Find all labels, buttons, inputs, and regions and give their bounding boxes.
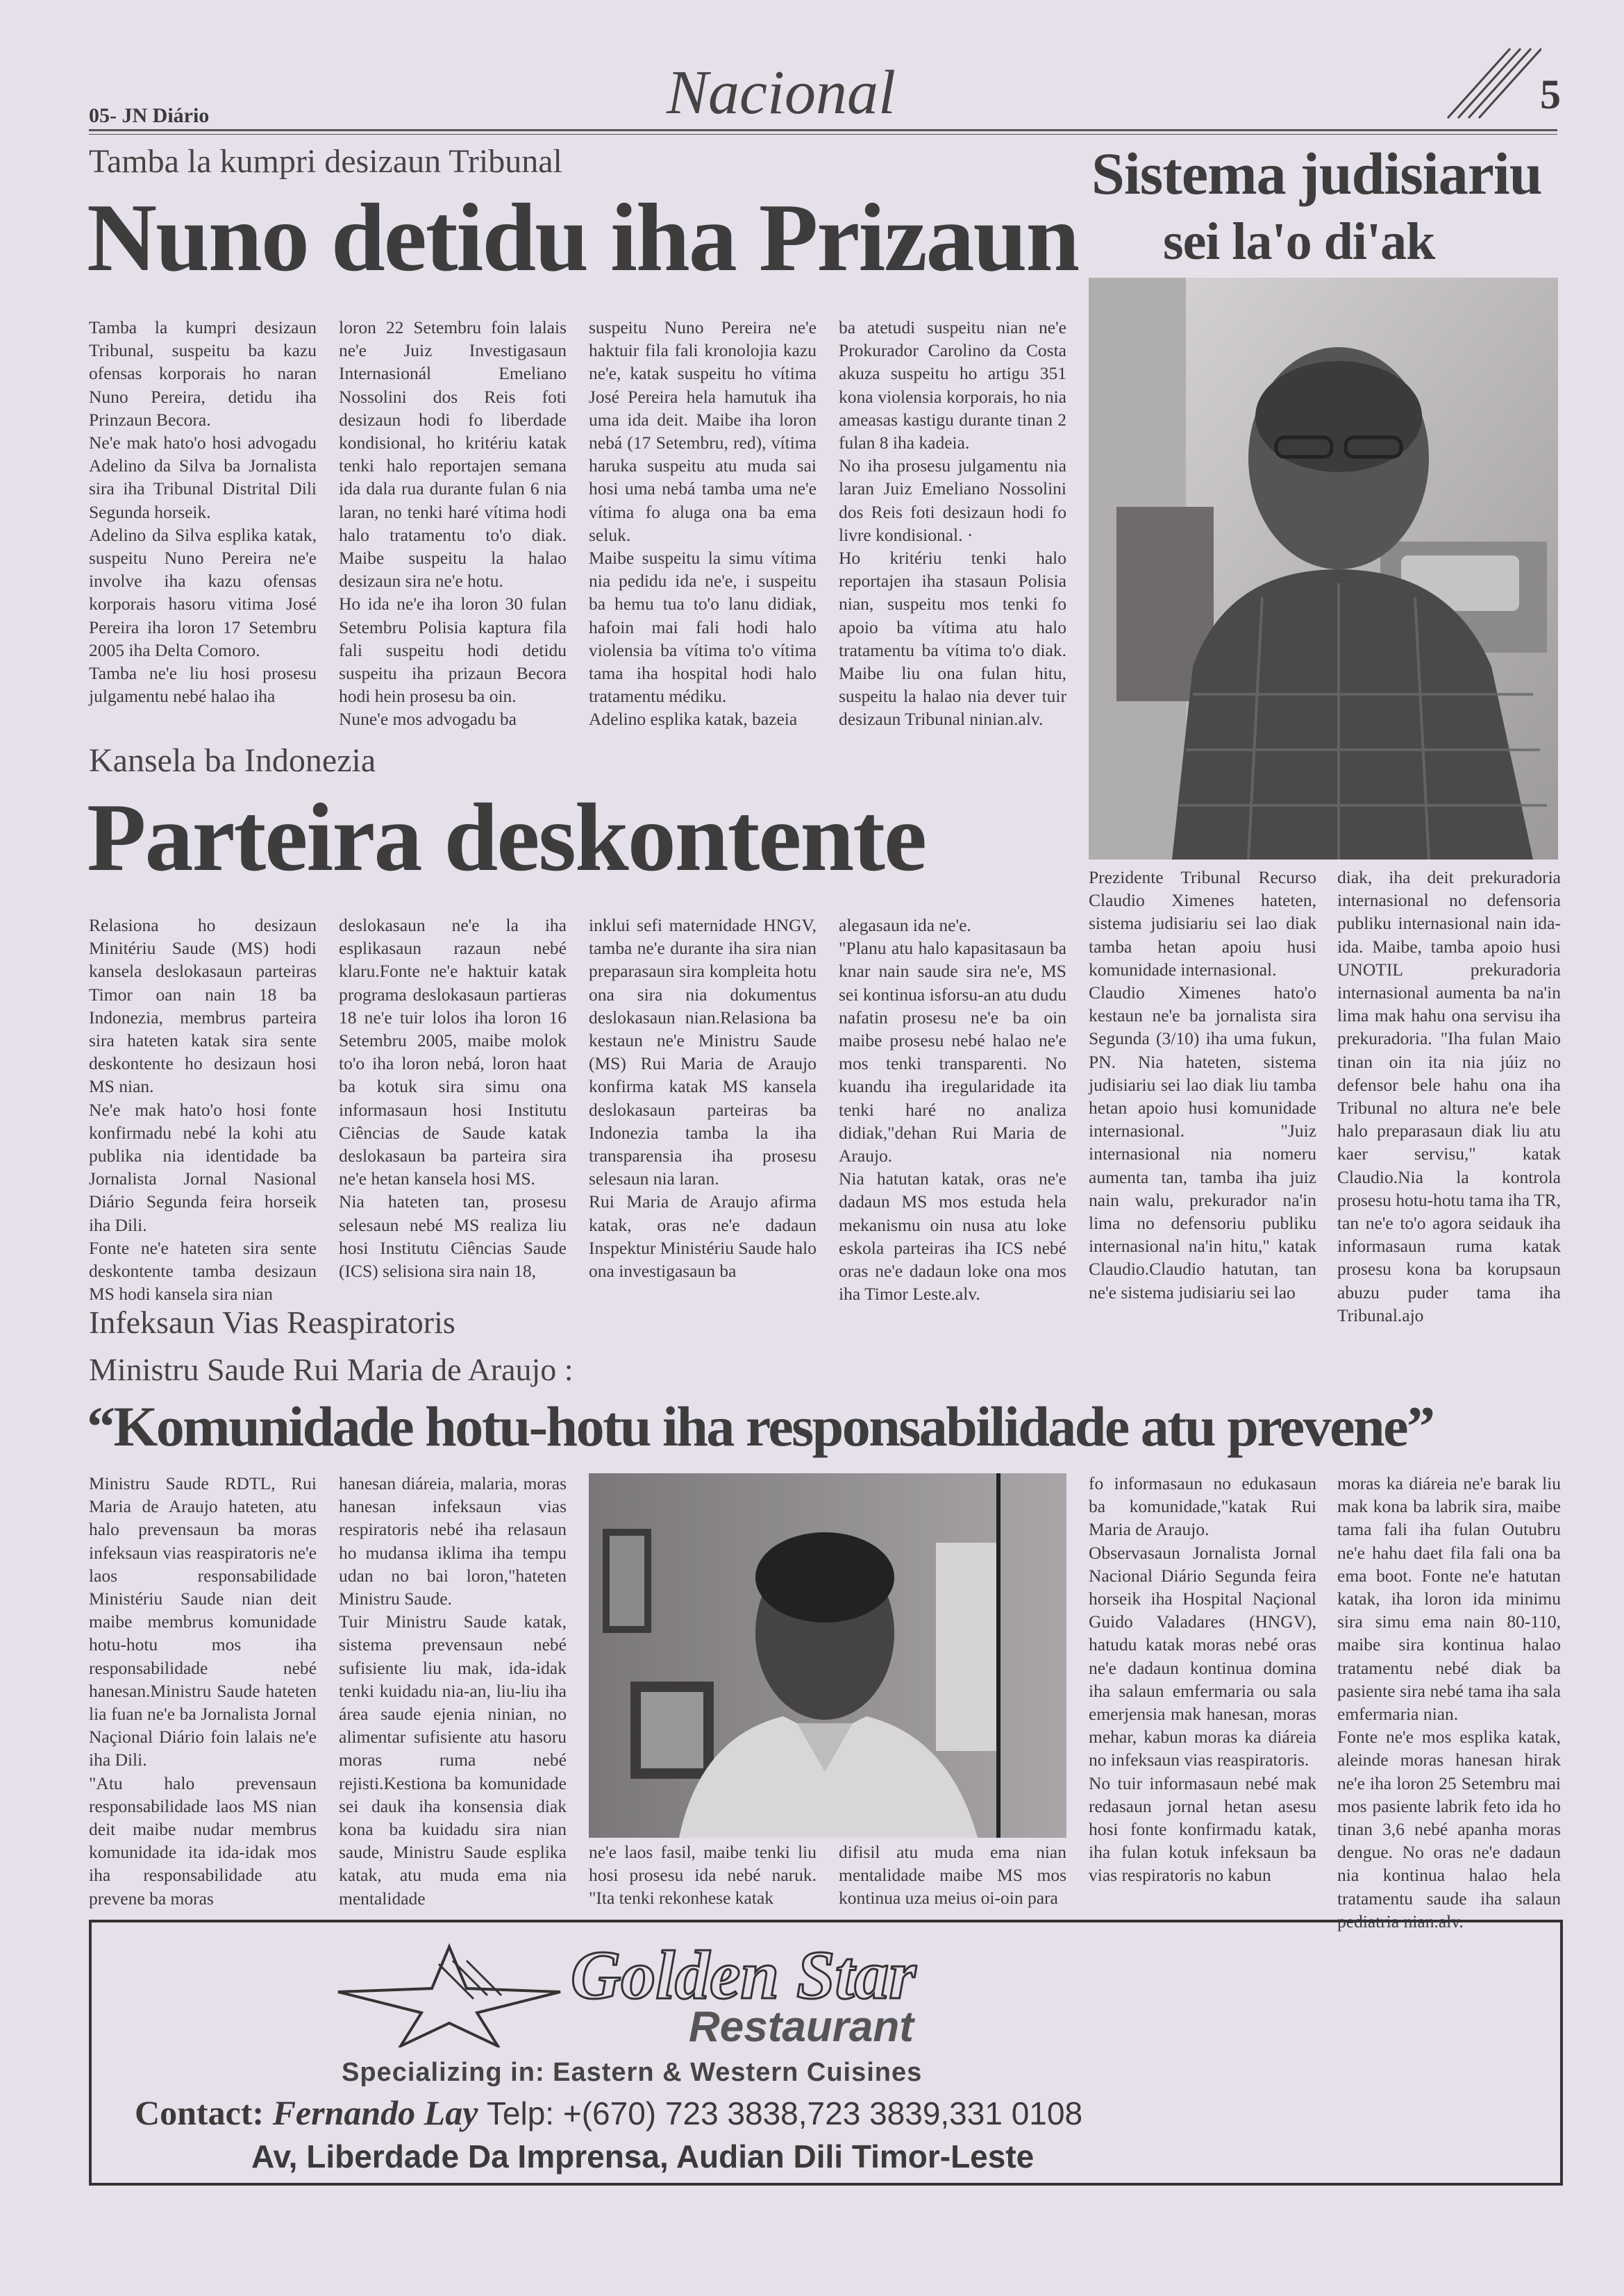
paragraph: inklui sefi maternidade HNGV, tamba ne'e durante iha sira nian preparasaun sira kompleita hotu ona sira nia dokumentus deslokasaun nian.Relasiona ba kestaun ne'e Ministru Saude (MS) Rui Maria de Araujo konfirma katak MS kansela deslokasaun parteiras ba Indonezia tamba la iha transparensia iha prosesu selesaun nia laran.: [589, 915, 817, 1189]
paragraph: Tamba ne'e liu hosi prosesu julgamentu nebé halao iha: [89, 663, 317, 707]
article4-column-3: [589, 1841, 817, 1910]
ad-contact-line: [135, 2093, 1082, 2133]
article1-column-4: [839, 316, 1066, 731]
advertisement-golden-star: [89, 1920, 1563, 2186]
paragraph: Tamba la kumpri desizaun Tribunal, suspeitu ba kazu ofensas korporais ho naran Nuno Pereira, detidu iha Prinzaun Becora.: [89, 317, 317, 430]
paragraph: suspeitu Nuno Pereira ne'e haktuir fila fali kronolojia kazu ne'e, katak suspeitu ho vítima José Pereira hela hamutuk iha uma ida deit. Maibe iha loron nebá (17 Setembru, red), vítima haruka suspeitu atu muda sai hosi uma nebá tamba uma ne'e vítima fo aluga ona ba ema seluk.: [589, 317, 817, 545]
ad-phone: Telp: +(670) 723 3838,723 3839,331 0108: [486, 2095, 1083, 2131]
article2-column-1: [1089, 866, 1316, 1304]
paragraph: Adelino esplika katak, bazeia: [589, 709, 798, 730]
paragraph: Nia hateten tan, prosesu selesaun nebé MS realiza liu hosi Institutu Ciências Saude (ICS) selisiona sira nain 18,: [339, 1191, 567, 1282]
ad-specialty: Specializing in: Eastern & Western Cuisines: [342, 2058, 923, 2087]
paragraph: difisil atu muda ema nian mentalidade maibe MS mos kontinua uza meius oi-oin para: [839, 1842, 1066, 1909]
header-rule: [89, 129, 1557, 131]
page-number: 5: [1540, 72, 1561, 117]
paragraph: Relasiona ho desizaun Minitériu Saude (MS) hodi kansela deslokasaun parteiras Timor oan nain 18 ba Indonezia, membrus parteira sira hateten katak sira sente deskontente ho desizaun hosi MS nian.: [89, 915, 317, 1097]
paragraph: "Planu atu halo kapasitasaun ba knar nain saude sira ne'e, MS sei kontinua isforsu-an atu dudu nafatin prosesu ne'e ba oin maibe prosesu nebé halao ne'e mos tenki transparenti. No kuandu iha iregularidade ita tenki haré no analiza didiak,"dehan Rui Maria de Araujo.: [839, 938, 1066, 1166]
article3-column-4: [839, 914, 1066, 1305]
article4-column-2: [339, 1472, 567, 1910]
paragraph: Claudio Ximenes hato'o kestaun ne'e ba jornalista sira Segunda (3/10) iha uma fukun, PN. Nia hateten, sistema judisiariu sei lao diak liu tamba hetan apoio husi komunidade internasional. "Juiz internasional nia nomeru aumenta tan, tamba iha juiz nain walu, prekurador na'in lima no defensoriu publiku internasional na'in hitu," katak Claudio.Claudio hatutan, tan ne'e sistema judisiariu sei lao: [1089, 982, 1316, 1302]
paragraph: Fonte ne'e hateten sira sente deskontente tamba desizaun MS hodi kansela sira nian: [89, 1237, 317, 1305]
article2-headline-line1: Sistema judisiariu: [1091, 140, 1542, 207]
paragraph: Ho ida ne'e iha loron 30 fulan Setembru Polisia kaptura fila fali suspeitu hodi detidu suspeitu iha prizaun Becora hodi hein prosesu ba oin.: [339, 594, 567, 707]
article4-kicker-1: Infeksaun Vias Reaspiratoris: [89, 1305, 455, 1340]
article4-column-4: [839, 1841, 1066, 1910]
section-title: Nacional: [667, 58, 896, 127]
paragraph: Rui Maria de Araujo afirma katak, oras ne'e dadaun Inspektur Ministériu Saude halo ona investigasaun ba: [589, 1191, 817, 1282]
paragraph: No tuir informasaun nebé mak redasaun jornal hetan asesu hosi fonte konfirmadu katak, iha fulan kotuk infeksaun ba vias respiratoris no kabun: [1089, 1773, 1316, 1886]
paragraph: Ho kritériu tenki halo reportajen iha stasaun Polisia nian, suspeitu mos tenki fo apoio ba vítima atu halo tratamentu ba vítima to'o diak. Maibe liu ona fulan hitu, suspeitu la halao nia dever tuir desizaun Tribunal ninian.alv.: [839, 548, 1066, 730]
header-rule-thin: [89, 134, 1557, 135]
paragraph: Nune'e mos advogadu ba: [339, 709, 517, 730]
paragraph: deslokasaun ne'e la iha esplikasaun razaun nebé klaru.Fonte ne'e haktuir katak programa deslokasaun partieras 18 ne'e tuir lolos iha loron 16 Setembru 2005, maibe molok to'o iha loron nebá, loron haat ba kotuk sira simu ona informasaun hosi Institutu Ciências de Saude katak deslokasaun ba parteira sira ne'e hetan kansela hosi MS.: [339, 915, 567, 1189]
paragraph: Ne'e mak hato'o hosi fonte konfirmadu nebé la kohi atu publika nia identidade ba Jornalista Jornal Nasional Diário Segunda feira horseik iha Dili.: [89, 1099, 317, 1235]
article1-column-3: [589, 316, 817, 731]
hatch-decoration-icon: [1444, 42, 1541, 125]
paragraph: Ne'e mak hato'o hosi advogadu Adelino da Silva ba Jornalista sira iha Tribunal Distrital Dili Segunda horseik.: [89, 433, 317, 522]
article3-column-2: [339, 914, 567, 1282]
photo-claudio-ximenes: [1089, 278, 1558, 860]
paragraph: Observasaun Jornalista Jornal Nacional Diário Segunda feira horseik iha Hospital Naçional Guido Valadares (HNGV), hatudu katak moras nebé oras ne'e dadaun kontinua domina iha salaun emfermaria ou sala emerjensia mak hanesan, moras mehar, kabun moras ka diáreia no infeksaun vias reaspiratoris.: [1089, 1542, 1316, 1770]
paragraph: diak, iha deit prekuradoria internasional no defensoria publiku internasional nain ida-ida. Maibe, tamba apoio husi UNOTIL prekuradoria internasional aumenta ba na'in lima mak hahu ona servisu iha prekuradoria. "Iha fulan Maio tinan oin ita nia júiz no defensor bele hahu ona iha Tribunal no altura ne'e bele halo preparasaun diak liu atu kaer servisu," katak Claudio.Nia la kontrola prosesu hotu-hotu tama iha TR, tan ne'e to'o agora seidauk iha informasaun ruma katak prosesu kona ba korupsaun abuzu puder tama iha Tribunal.ajo: [1337, 867, 1561, 1325]
paragraph: loron 22 Setembru foin lalais ne'e Juiz Investigasaun Internasionál Emeliano Nossolini dos Reis foti desizaun hodi fo liberdade kondisional, ho kritériu katak tenki halo reportajen semana ida dala rua durante fulan 6 nia laran, no tenki haré vítima hodi halo tratamentu to'o diak. Maibe suspeitu la halao desizaun sira ne'e hotu.: [339, 317, 567, 592]
paragraph: Tuir Ministru Saude katak, sistema prevensaun nebé sufisiente liu mak, ida-idak tenki kuidadu nia-an, liu-liu iha área saude ejenia ninian, no alimentar sufisiente atu hasoru moras ruma nebé rejisti.Kestiona ba komunidade sei dauk iha konsensia diak kona ba kuidadu sira nian saude, Ministru Saude esplika katak, atu muda ema nia mentalidade: [339, 1611, 567, 1909]
article3-kicker: Kansela ba Indonezia: [89, 742, 376, 779]
article3-column-3: [589, 914, 817, 1282]
ad-subtitle: Restaurant: [689, 2003, 914, 2051]
paragraph: Ministru Saude RDTL, Rui Maria de Araujo hateten, atu halo prevensaun ba moras infeksaun vias reaspiratoris ne'e laos responsabilidade Ministériu Saude nian deit maibe membrus komunidade hotu-hotu mos iha responsabilidade nebé hanesan.Ministru Saude hateten lia fuan ne'e ba Jornalista Jornal Naçional Diário foin lalais ne'e iha Dili.: [89, 1473, 317, 1770]
ad-address: Av, Liberdade Da Imprensa, Audian Dili Timor-Leste: [251, 2138, 1035, 2175]
ad-contact-name: Fernando Lay: [272, 2093, 478, 2132]
article4-kicker-2: Ministru Saude Rui Maria de Araujo :: [89, 1352, 574, 1387]
article1-column-2: [339, 316, 567, 731]
paragraph: Prezidente Tribunal Recurso Claudio Ximenes hateten, sistema judisiariu sei lao diak tamba hetan apoiu husi komunidade internasional.: [1089, 867, 1316, 980]
article4-headline: “Komunidade hotu-hotu iha responsabilidade atu prevene”: [87, 1395, 1434, 1458]
article4-column-6: [1337, 1472, 1561, 1933]
ad-contact-label: Contact:: [135, 2093, 265, 2132]
paragraph: fo informasaun no edukasaun ba komunidade,"katak Rui Maria de Araujo.: [1089, 1473, 1316, 1540]
article2-headline-line2: sei la'o di'ak: [1163, 212, 1435, 271]
ad-brand: Golden Star: [571, 1936, 916, 2013]
article4-column-5: [1089, 1472, 1316, 1887]
paragraph: alegasaun ida ne'e.: [839, 915, 971, 935]
article4-column-1: [89, 1472, 317, 1910]
article3-column-1: [89, 914, 317, 1305]
paragraph: ba atetudi suspeitu nian ne'e Prokurador Carolino da Costa akuza suspeitu ho artigu 351 kona violensia korporais, ho nia ameasas kastigu durante tinan 2 fulan 8 iha kadeia.: [839, 317, 1066, 453]
paragraph: Nia hatutan katak, oras ne'e dadaun MS mos estuda hela mekanismu oin nusa atu loke eskola parteiras iha ICS nebé oras ne'e dadaun loke ona mos iha Timor Leste.alv.: [839, 1168, 1066, 1305]
paragraph: hanesan diáreia, malaria, moras hanesan infeksaun vias respiratoris nebé iha relasaun ho mudansa iklima iha tempu udan no bai loron,"hateten Ministru Saude.: [339, 1473, 567, 1609]
article1-kicker: Tamba la kumpri desizaun Tribunal: [89, 143, 562, 180]
article1-column-1: [89, 316, 317, 707]
paragraph: moras ka diáreia ne'e barak liu mak kona ba labrik sira, maibe tama fali iha fulan Outubru ne'e hahu daet fila fali ona ba ema boot. Fonte ne'e hatutan katak, iha loron ida minimu sira simu ema nain 80-110, maibe sira kontinua halao tratamentu nebé diak ba pasiente sira nebé tama iha sala emfermaria nian.: [1337, 1473, 1561, 1725]
article2-column-2: [1337, 866, 1561, 1327]
paragraph: Fonte ne'e mos esplika katak, aleinde moras hanesan hirak ne'e iha loron 25 Setembru mai mos pasiente labrik feto ida ho tinan 3,6 nebé apanha moras dengue. No oras ne'e dadaun nia kontinua halao hela tratamentu saude iha salaun pediatria nian.alv.: [1337, 1727, 1561, 1932]
paragraph: ne'e laos fasil, maibe tenki liu hosi prosesu ida nebé naruk. "Ita tenki rekonhese katak: [589, 1842, 817, 1909]
photo-rui-maria-de-araujo: [589, 1473, 1066, 1838]
article1-headline: Nuno detidu iha Prizaun: [87, 184, 1079, 292]
article3-headline: Parteira deskontente: [87, 784, 926, 891]
page-label: 05- JN Diário: [89, 104, 210, 127]
paragraph: Adelino da Silva esplika katak, suspeitu Nuno Pereira ne'e involve iha kazu ofensas korporais hasoru vitima José Pereira iha loron 17 Setembru 2005 iha Delta Comoro.: [89, 524, 317, 660]
paragraph: Maibe suspeitu la simu vítima nia pedidu ida ne'e, i suspeitu ba hemu tua to'o lanu didiak, hafoin mai fali hodi halo violensia ba vítima to'o vítima tama iha hospital hodi halo tratamentu médiku.: [589, 548, 817, 707]
star-logo-icon: [335, 1943, 564, 2047]
paragraph: No iha prosesu julgamentu nia laran Juiz Emeliano Nossolini dos Reis foti desizaun hodi fo livre kondisional. ·: [839, 455, 1066, 545]
paragraph: "Atu halo prevensaun responsabilidade laos MS nian deit maibe nudar membrus komunidade ita ida-idak mos iha responsabilidade atu prevene ba moras: [89, 1773, 317, 1909]
